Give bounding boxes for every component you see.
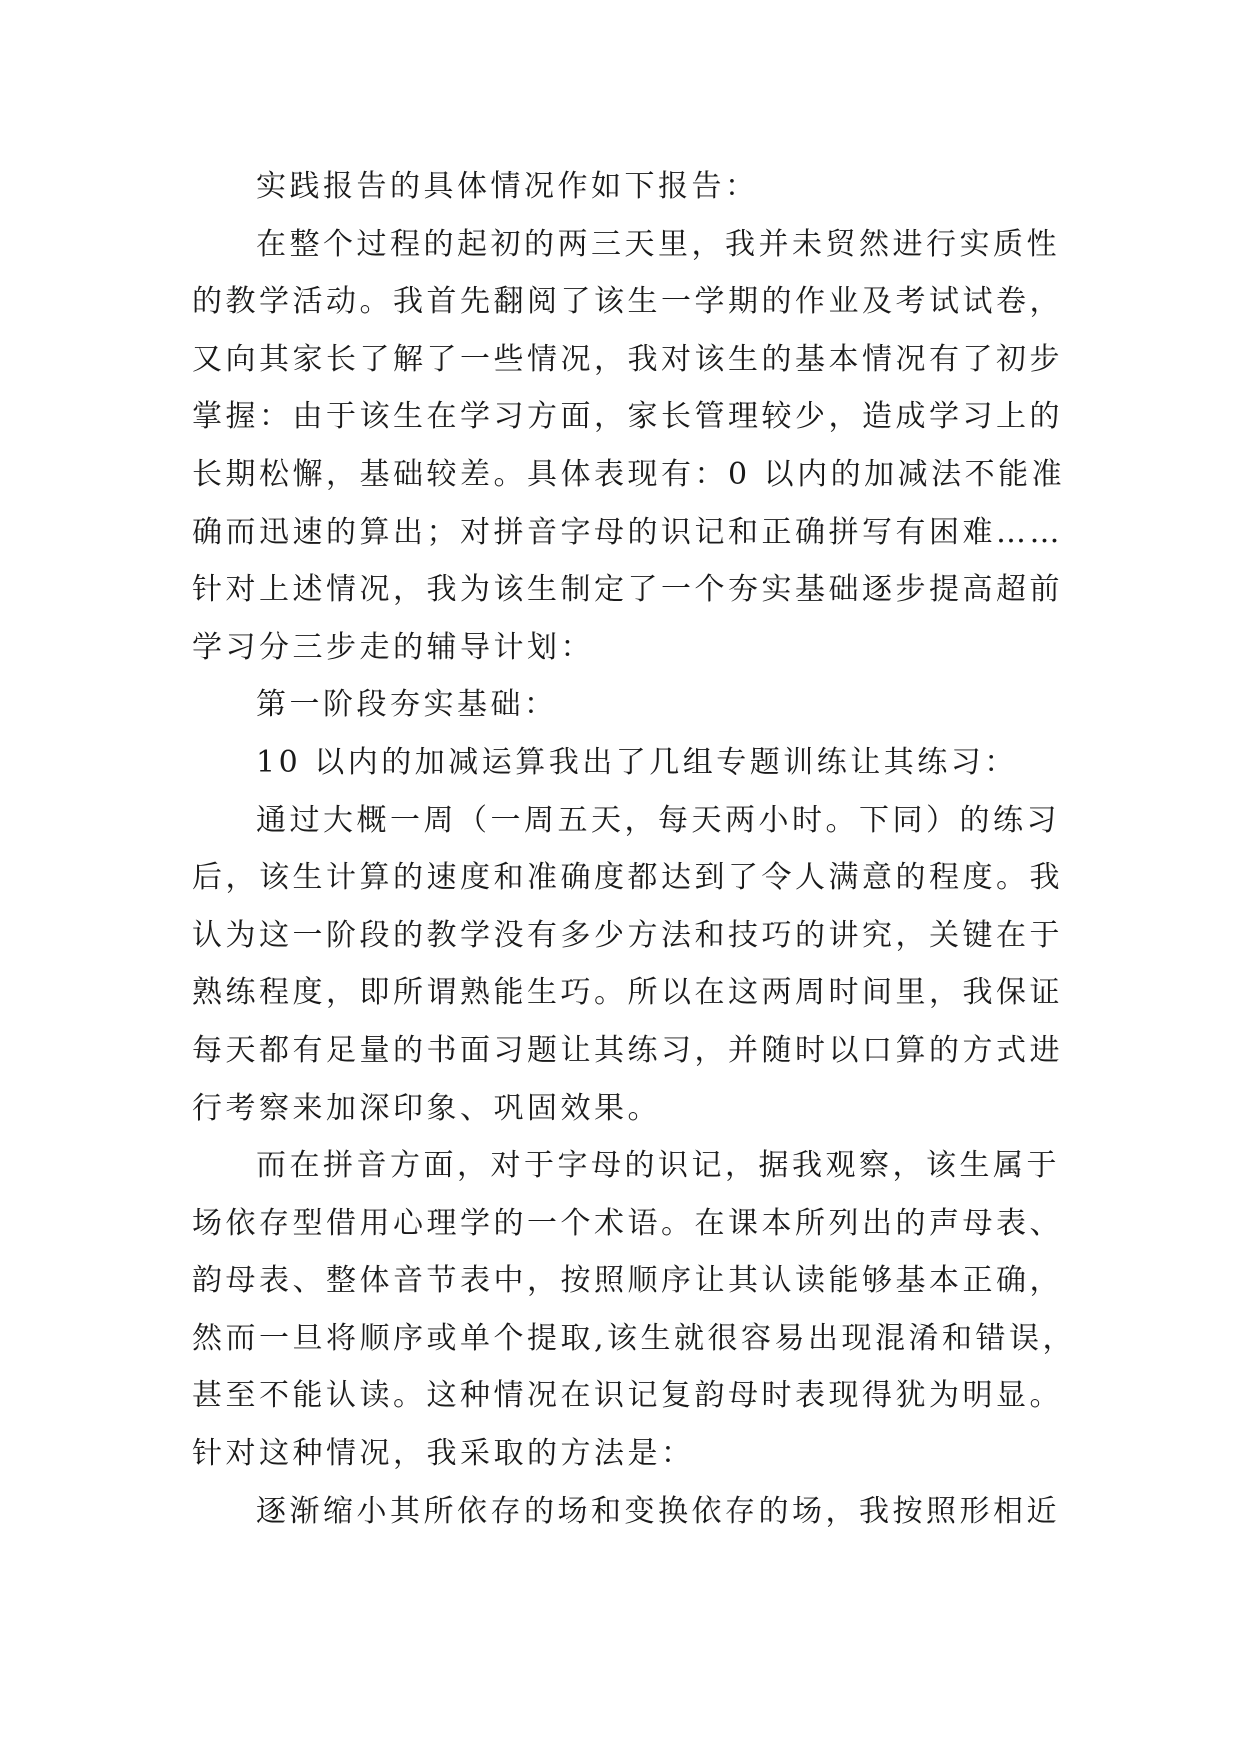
text-line: 行考察来加深印象、巩固效果。 bbox=[192, 1090, 661, 1126]
text-line: 长期松懈，基础较差。具体表现有：0 以内的加减法不能准 bbox=[192, 456, 1066, 492]
text-line: 学习分三步走的辅导计划： bbox=[192, 629, 594, 665]
text-line: 韵母表、整体音节表中，按照顺序让其认读能够基本正确， bbox=[192, 1263, 1063, 1299]
text-line: 熟练程度，即所谓熟能生巧。所以在这两周时间里，我保证 bbox=[192, 975, 1063, 1011]
text-line: 甚至不能认读。这种情况在识记复韵母时表现得犹为明显。 bbox=[192, 1378, 1063, 1414]
text-line: 针对上述情况，我为该生制定了一个夯实基础逐步提高超前 bbox=[192, 572, 1063, 608]
text-line: 后，该生计算的速度和准确度都达到了令人满意的程度。我 bbox=[192, 860, 1063, 896]
text-line: 的教学活动。我首先翻阅了该生一学期的作业及考试试卷， bbox=[192, 284, 1063, 320]
text-line: 10 以内的加减运算我出了几组专题训练让其练习： bbox=[256, 744, 1018, 780]
text-line: 又向其家长了解了一些情况，我对该生的基本情况有了初步 bbox=[192, 341, 1063, 377]
text-line: 在整个过程的起初的两三天里，我并未贸然进行实质性 bbox=[256, 226, 1060, 262]
document-body bbox=[192, 158, 1077, 1540]
section-heading: 第一阶段夯实基础： bbox=[256, 687, 558, 723]
text-line: 认为这一阶段的教学没有多少方法和技巧的讲究，关键在于 bbox=[192, 917, 1063, 953]
text-line: 通过大概一周（一周五天，每天两小时。下同）的练习 bbox=[256, 802, 1060, 838]
text-line: 每天都有足量的书面习题让其练习，并随时以口算的方式进 bbox=[192, 1032, 1063, 1068]
text-line: 然而一旦将顺序或单个提取,该生就很容易出现混淆和错误， bbox=[192, 1320, 1077, 1356]
text-line: 而在拼音方面，对于字母的识记，据我观察，该生属于 bbox=[256, 1148, 1060, 1184]
text-line: 针对这种情况，我采取的方法是： bbox=[192, 1436, 695, 1472]
text-line: 实践报告的具体情况作如下报告： bbox=[256, 169, 759, 204]
text-line: 逐渐缩小其所依存的场和变换依存的场，我按照形相近 bbox=[256, 1493, 1060, 1529]
text-line: 确而迅速的算出；对拼音字母的识记和正确拼写有困难…… bbox=[192, 514, 1063, 550]
text-line: 场依存型借用心理学的一个术语。在课本所列出的声母表、 bbox=[192, 1205, 1063, 1241]
text-line: 掌握：由于该生在学习方面，家长管理较少，造成学习上的 bbox=[192, 399, 1063, 435]
